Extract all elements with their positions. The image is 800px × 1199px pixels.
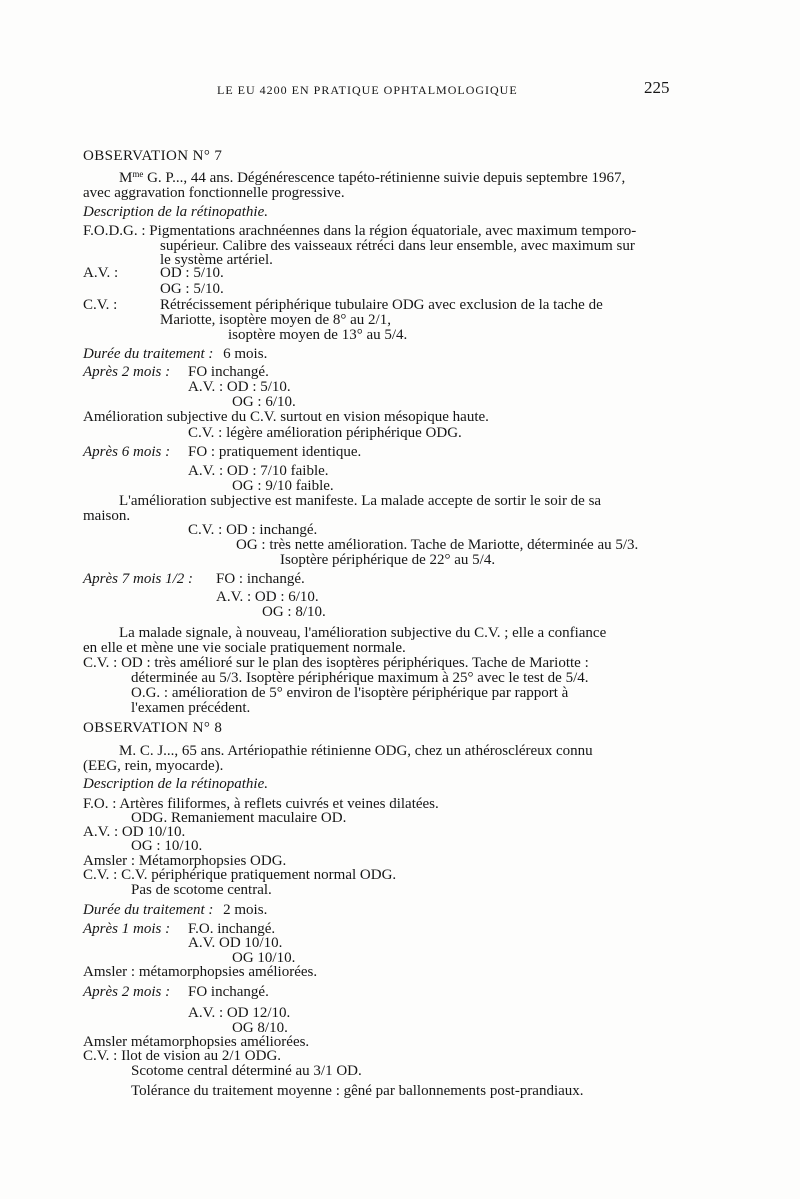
obs7-description-label: Description de la rétinopathie.	[83, 204, 268, 220]
obs8-duree-label: Durée du traitement :	[83, 902, 214, 918]
obs7-after-6-cv-og: OG : très nette amélioration. Tache de Mariotte, déterminée au 5/3.	[236, 537, 639, 553]
obs7-duree	[83, 346, 267, 363]
obs7-after-7-cv-2: déterminée au 5/3. Isoptère périphérique maximum à 25° avec le test de 5/4.	[131, 670, 589, 686]
obs7-after-7-paragraph-1: La malade signale, à nouveau, l'amélioration subjective du C.V. ; elle a confiance	[119, 625, 607, 641]
obs8-patient-line-1: M. C. J..., 65 ans. Artériopathie rétinienne ODG, chez un athéroscléreux connu	[119, 743, 593, 759]
obs7-after-6-og: OG : 9/10 faible.	[232, 478, 334, 494]
obs8-after-1-av: A.V. OD 10/10.	[188, 935, 283, 951]
obs7-av-label: A.V. :	[83, 265, 119, 281]
obs8-after-1-amsler: Amsler : métamorphopsies améliorées.	[83, 964, 318, 980]
obs7-patient-text: G. P..., 44 ans. Dégénérescence tapéto-rétinienne suivie depuis septembre 1967,	[143, 170, 626, 186]
obs8-fo-line-2: ODG. Remaniement maculaire OD.	[131, 810, 347, 826]
obs8-amsler: Amsler : Métamorphopsies ODG.	[83, 853, 287, 869]
obs7-after-7-fo: FO : inchangé.	[216, 571, 305, 587]
obs7-after-2-amelioration: Amélioration subjective du C.V. surtout en vision mésopique haute.	[83, 409, 489, 425]
running-title: LE EU 4200 EN PRATIQUE OPHTALMOLOGIQUE	[217, 83, 518, 97]
obs7-fodg-line-2: supérieur. Calibre des vaisseaux rétréci dans leur ensemble, avec maximum sur	[160, 238, 635, 254]
obs8-description-label: Description de la rétinopathie.	[83, 776, 268, 792]
obs7-after-2-av: A.V. : OD : 5/10.	[188, 379, 291, 395]
obs7-av-og: OG : 5/10.	[160, 281, 224, 297]
obs7-after-2-months-label: Après 2 mois :	[83, 364, 171, 380]
obs8-duree-value: 2 mois.	[223, 902, 268, 918]
obs8-fo-line-1: F.O. : Artères filiformes, à reflets cuivrés et veines dilatées.	[83, 796, 439, 812]
obs7-after-6-av: A.V. : OD : 7/10 faible.	[188, 463, 329, 479]
obs8-patient-line-2: (EEG, rein, myocarde).	[83, 758, 224, 774]
obs7-after-7-cv-1: C.V. : OD : très amélioré sur le plan des isoptères périphériques. Tache de Mariotte :	[83, 655, 589, 671]
obs7-patient-title-sup: me	[132, 169, 144, 179]
obs7-after-2-og: OG : 6/10.	[232, 394, 296, 410]
obs8-cv-line-1: C.V. : C.V. périphérique pratiquement normal ODG.	[83, 867, 397, 883]
obs7-after-7-av: A.V. : OD : 6/10.	[216, 589, 319, 605]
obs7-after-7-paragraph-2: en elle et mène une vie sociale pratiquement normale.	[83, 640, 406, 656]
obs8-after-2-amsler: Amsler métamorphopsies améliorées.	[83, 1034, 310, 1050]
obs8-av-line-1: A.V. : OD 10/10.	[83, 824, 186, 840]
obs7-patient-line-2: avec aggravation fonctionnelle progressive.	[83, 185, 345, 201]
obs8-duree	[83, 902, 267, 919]
obs7-after-2-fo: FO inchangé.	[188, 364, 269, 380]
obs8-after-2-cv: C.V. : Ilot de vision au 2/1 ODG.	[83, 1048, 282, 1064]
obs8-av-line-2: OG : 10/10.	[131, 838, 203, 854]
obs7-duree-label: Durée du traitement :	[83, 346, 214, 362]
obs7-after-7-cv-3: O.G. : amélioration de 5° environ de l'isoptère périphérique par rapport à	[131, 685, 569, 701]
obs7-after-6-fo: FO : pratiquement identique.	[188, 444, 362, 460]
obs8-after-1-month-label: Après 1 mois :	[83, 921, 171, 937]
obs7-after-6-months-label: Après 6 mois :	[83, 444, 171, 460]
obs7-cv-line-1: Rétrécissement périphérique tubulaire ODG avec exclusion de la tache de	[160, 297, 603, 313]
obs8-cv-line-2: Pas de scotome central.	[131, 882, 272, 898]
obs7-fodg-line-3: le système artériel.	[160, 252, 273, 268]
obs7-fodg-line-1: F.O.D.G. : Pigmentations arachnéennes dans la région équatoriale, avec maximum temporo-	[83, 223, 637, 239]
obs7-after-7-cv-4: l'examen précédent.	[131, 700, 251, 716]
obs8-after-1-fo: F.O. inchangé.	[188, 921, 276, 937]
obs8-after-2-av: A.V. : OD 12/10.	[188, 1005, 291, 1021]
obs8-after-2-scotome: Scotome central déterminé au 3/1 OD.	[131, 1063, 362, 1079]
observation-8-heading: OBSERVATION N° 8	[83, 720, 223, 736]
obs7-after-6-paragraph-2: maison.	[83, 508, 131, 524]
obs7-after-7-og: OG : 8/10.	[262, 604, 326, 620]
obs8-after-2-og: OG 8/10.	[232, 1020, 288, 1036]
obs7-patient-title: M	[119, 170, 133, 186]
obs7-duree-value: 6 mois.	[223, 346, 268, 362]
obs8-tolerance: Tolérance du traitement moyenne : gêné par ballonnements post-prandiaux.	[131, 1083, 584, 1099]
obs7-after-6-paragraph-1: L'amélioration subjective est manifeste. La malade accepte de sortir le soir de sa	[119, 493, 602, 509]
observation-7-heading: OBSERVATION N° 7	[83, 148, 223, 164]
obs7-after-6-cv: C.V. : OD : inchangé.	[188, 522, 318, 538]
obs7-after-7-months-label: Après 7 mois 1/2 :	[83, 571, 193, 587]
obs8-after-1-og: OG 10/10.	[232, 950, 296, 966]
obs7-after-6-isoptere: Isoptère périphérique de 22° au 5/4.	[280, 552, 496, 568]
obs7-av-od: OD : 5/10.	[160, 265, 224, 281]
obs7-after-2-cv: C.V. : légère amélioration périphérique ODG.	[188, 425, 462, 441]
obs7-cv-line-2: Mariotte, isoptère moyen de 8° au 2/1,	[160, 312, 391, 328]
obs8-after-2-fo: FO inchangé.	[188, 984, 269, 1000]
obs7-cv-label: C.V. :	[83, 297, 118, 313]
obs7-cv-line-3: isoptère moyen de 13° au 5/4.	[228, 327, 408, 343]
obs8-after-2-months-label: Après 2 mois :	[83, 984, 171, 1000]
page-number: 225	[644, 78, 670, 97]
